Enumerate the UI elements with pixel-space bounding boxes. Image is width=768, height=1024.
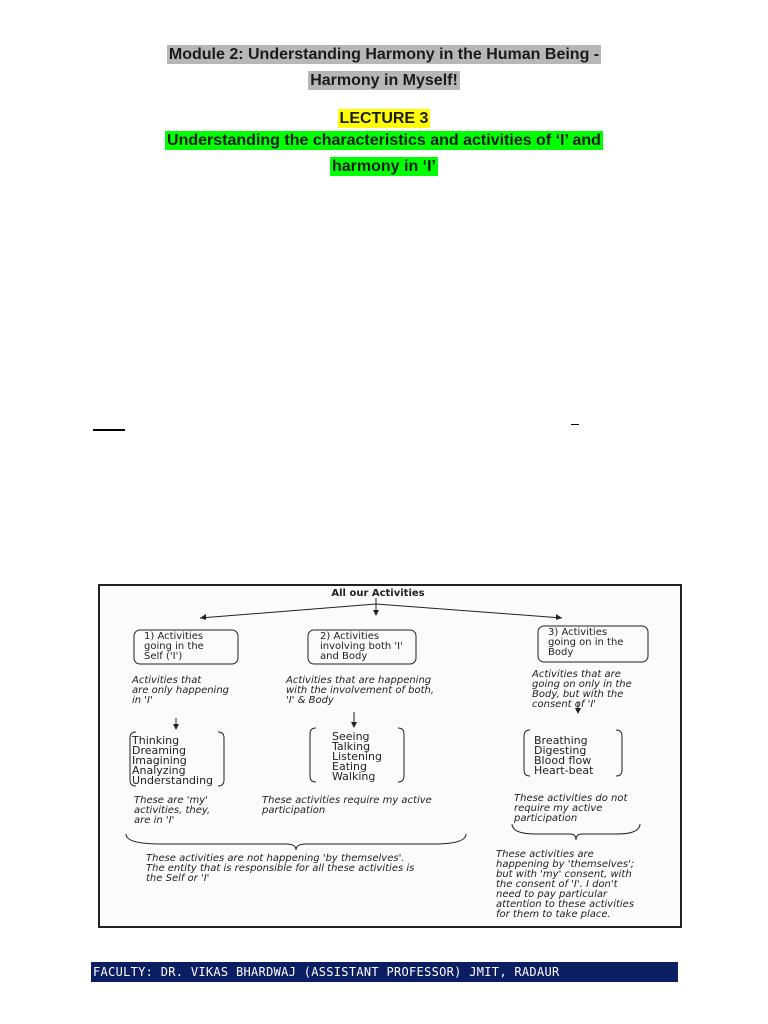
description-body: Activities that are going on only in the Body, but with the consent of 'I' xyxy=(532,669,632,710)
module-title-line-1: Module 2: Understanding Harmony in the Human Being - xyxy=(168,46,600,63)
list-item: Talking xyxy=(332,740,371,753)
list-item: Thinking xyxy=(132,734,180,747)
lecture-label: LECTURE 3 xyxy=(339,110,429,127)
description-both: Activities that are happening with the involvement of both, 'I' & Body xyxy=(286,675,435,706)
list-item: Digesting xyxy=(534,744,587,757)
list-item: Eating xyxy=(332,760,368,773)
list-item: Understanding xyxy=(132,774,214,787)
list-item: Blood flow xyxy=(534,754,592,767)
note-body: These activities do not require my active participation xyxy=(514,793,628,824)
box-activities-body: 3) Activities going on in the Body xyxy=(548,627,624,658)
list-item: Analyzing xyxy=(132,764,186,777)
summary-self-and-both: These activities are not happening 'by themselves'. The entity that is responsible for all these activities is the Self or 'I' xyxy=(146,853,415,884)
activities-diagram xyxy=(98,584,682,928)
module-title-line-2: Harmony in Myself! xyxy=(310,72,458,89)
description-self: Activities that are only happening in 'I' xyxy=(132,675,230,706)
stray-underline-right xyxy=(571,424,579,425)
box-activities-both: 2) Activities involving both 'I' and Body xyxy=(320,631,403,662)
list-item: Dreaming xyxy=(132,744,186,757)
diagram-heading: All our Activities xyxy=(331,588,425,599)
list-self-activities xyxy=(132,736,213,786)
topic-title-line-2: harmony in ‘I’ xyxy=(331,158,436,175)
list-item: Breathing xyxy=(534,734,588,747)
list-both-activities xyxy=(332,732,382,782)
list-item: Seeing xyxy=(332,730,370,743)
list-item: Heart-beat xyxy=(534,764,594,777)
summary-body: These activities are happening by 'themselves'; but with 'my' consent, with the consent of 'I'. I don't need to pay particular attention to these activities for them to take place. xyxy=(496,849,635,920)
list-body-activities xyxy=(534,736,593,776)
stray-underline-left xyxy=(93,429,125,431)
topic-title-line-1: Understanding the characteristics and activities of ‘I’ and xyxy=(167,132,601,149)
list-item: Walking xyxy=(332,770,376,783)
list-item: Listening xyxy=(332,750,382,763)
note-self: These are 'my' activities, they, are in 'I' xyxy=(134,795,211,826)
list-item: Imagining xyxy=(132,754,187,767)
faculty-footer: FACULTY: DR. VIKAS BHARDWAJ (ASSISTANT PROFESSOR) JMIT, RADAUR xyxy=(91,962,678,982)
box-activities-self: 1) Activities going in the Self ('I') xyxy=(144,631,204,662)
note-both: These activities require my active participation xyxy=(262,795,432,816)
